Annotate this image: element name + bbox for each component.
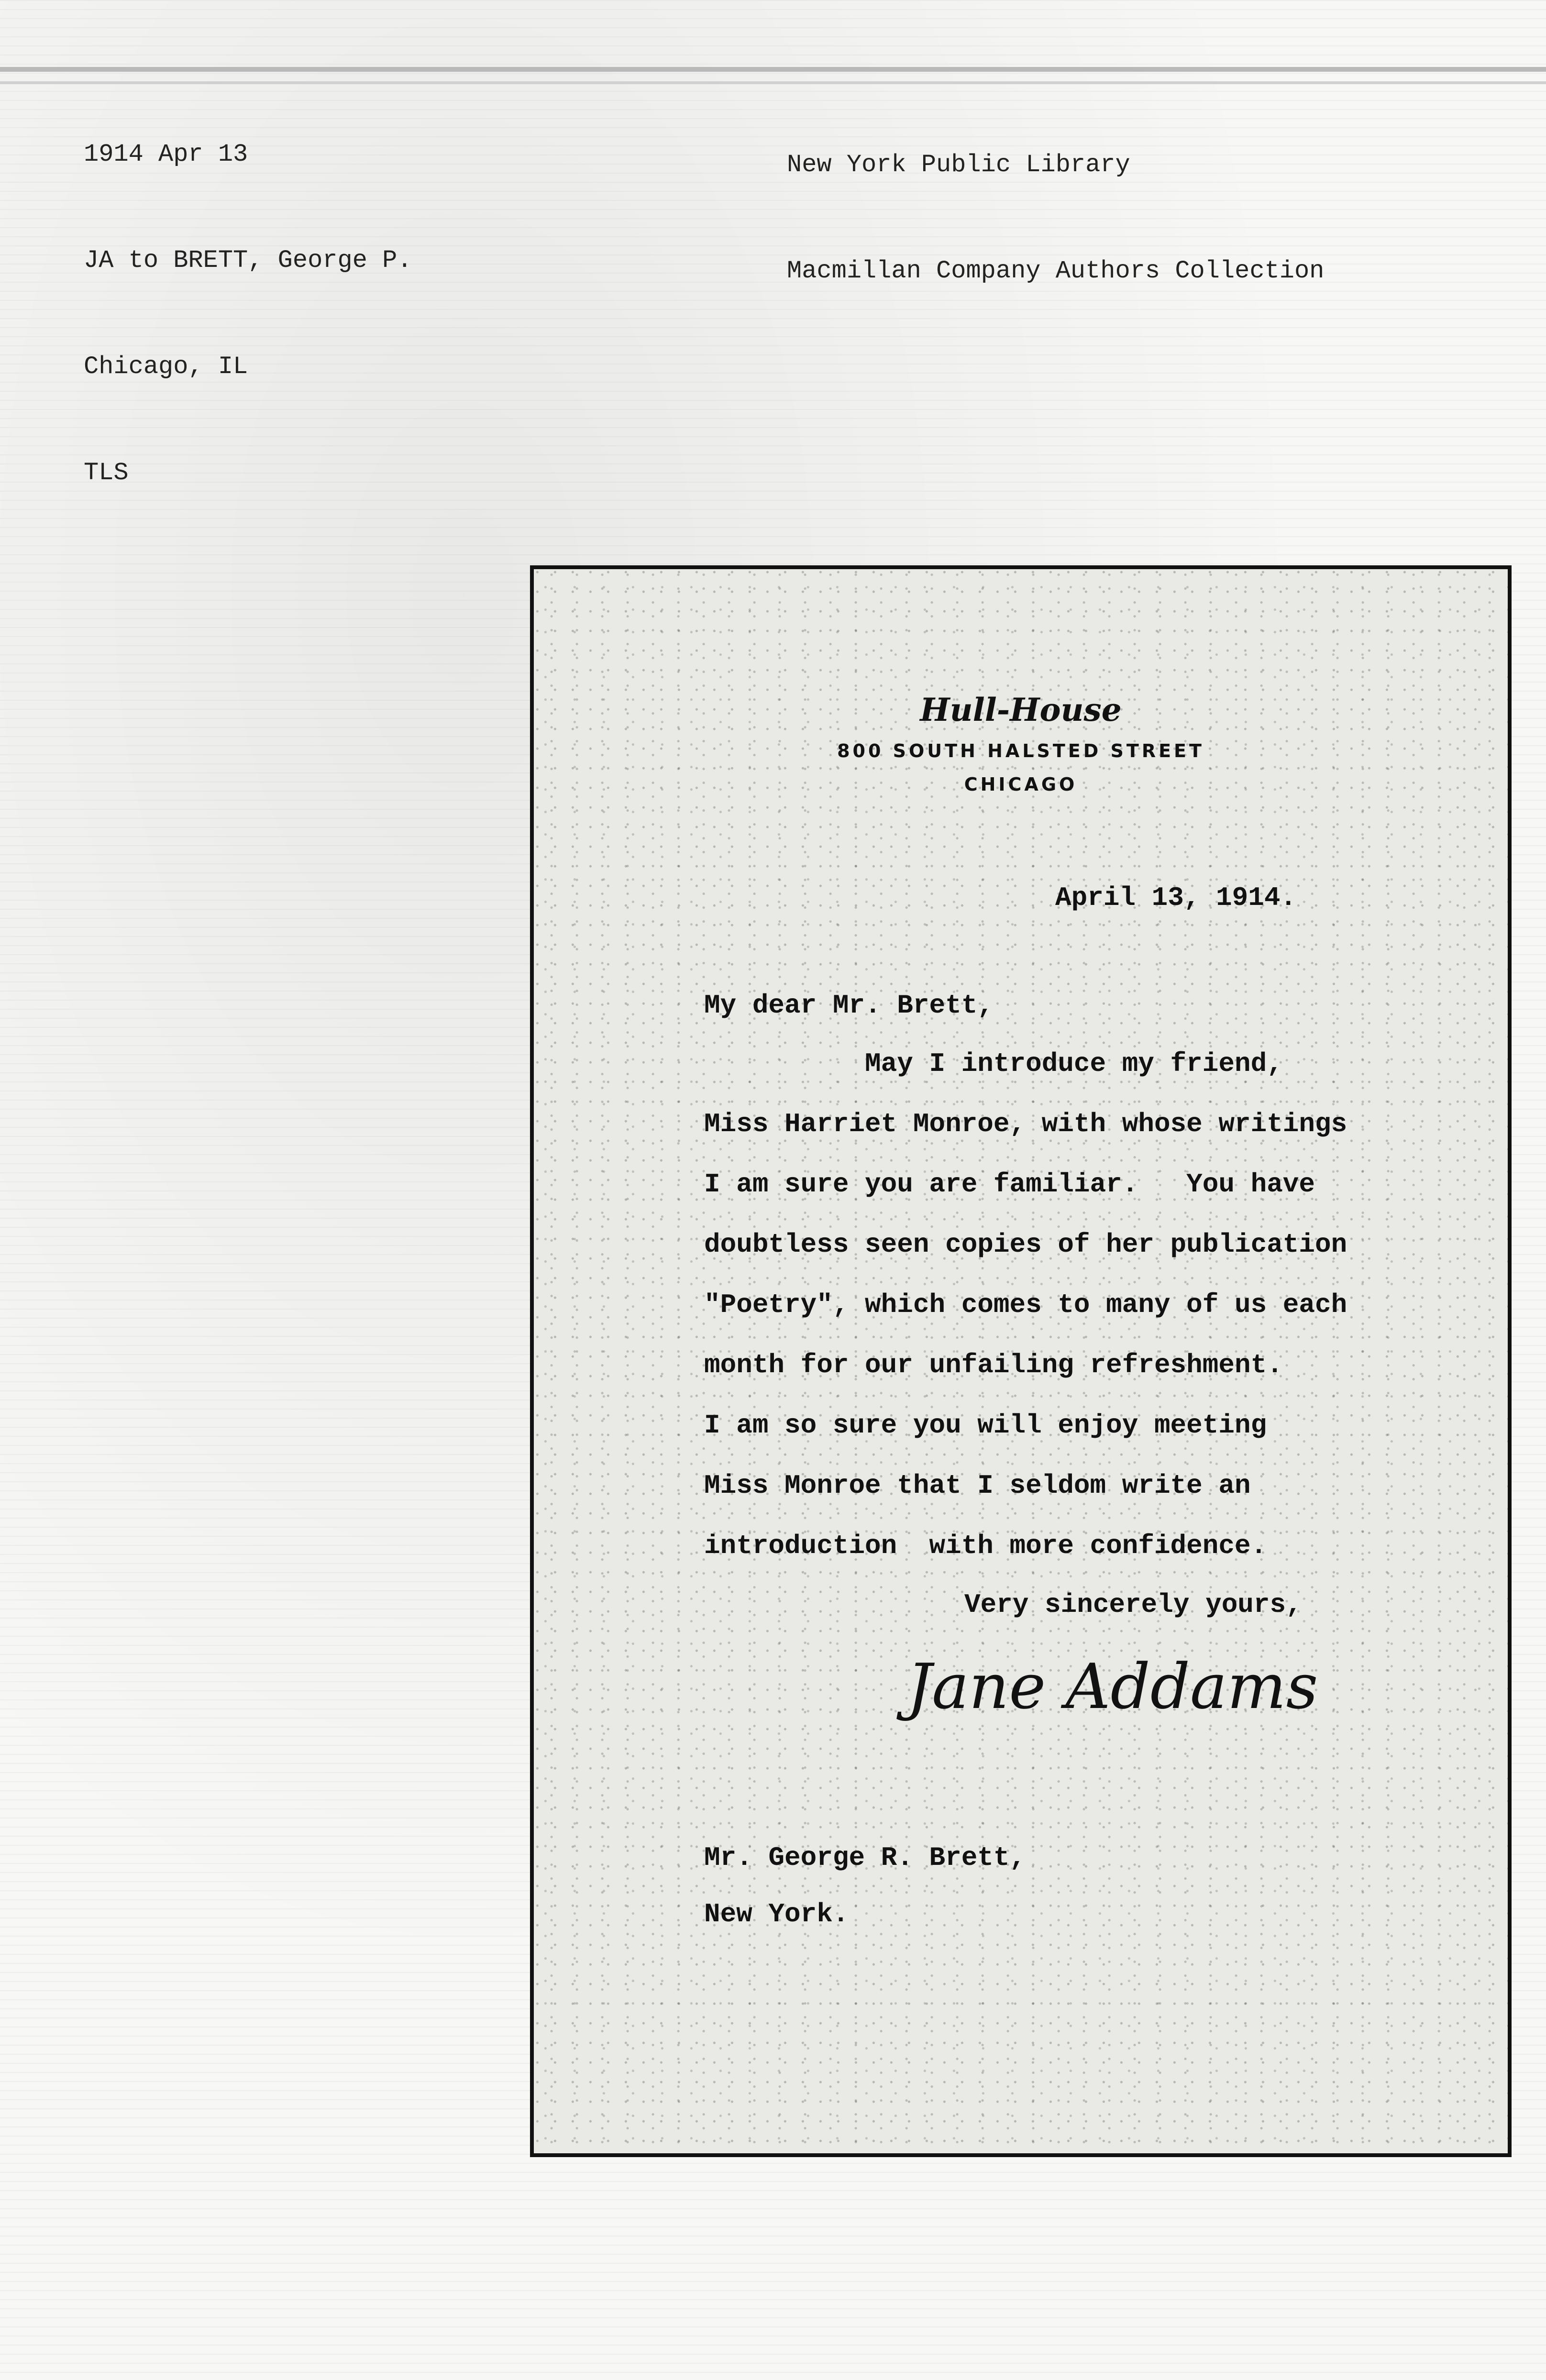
letter-body-line: "Poetry", which comes to many of us each [704, 1289, 1347, 1320]
letterhead-name: Hull-House [920, 691, 1122, 728]
letter-body-line: Miss Monroe that I seldom write an [704, 1470, 1251, 1501]
handwritten-signature: Jane Addams [907, 1650, 1318, 1723]
letter-date: April 13, 1914. [1055, 882, 1297, 913]
letter-page [530, 565, 1512, 2157]
letterhead-city: CHICAGO [964, 774, 1078, 795]
archive-header-left [84, 66, 412, 526]
archive-repository: New York Public Library [787, 151, 1130, 179]
recipient-city: New York. [704, 1899, 849, 1929]
archive-header-right [787, 77, 1324, 324]
letter-body-line: Miss Harriet Monroe, with whose writings [704, 1109, 1347, 1139]
letter-body-line: I am sure you are familiar. You have [704, 1169, 1315, 1200]
letter-body-line: I am so sure you will enjoy meeting [704, 1410, 1267, 1441]
letterhead-address: 800 SOUTH HALSTED STREET [837, 740, 1204, 761]
letter-body-line: month for our unfailing refreshment. [704, 1350, 1283, 1380]
letter-body-line: May I introduce my friend, [704, 1048, 1283, 1079]
archive-collection: Macmillan Company Authors Collection [787, 257, 1325, 285]
archive-place: Chicago, IL [84, 353, 248, 381]
letter-body-line: doubtless seen copies of her publication [704, 1229, 1347, 1260]
archive-correspondents: JA to BRETT, George P. [84, 246, 412, 275]
archive-doc-type: TLS [84, 459, 129, 487]
letter-salutation: My dear Mr. Brett, [704, 990, 994, 1021]
archive-date: 1914 Apr 13 [84, 140, 248, 168]
letter-body-line: introduction with more confidence. [704, 1531, 1267, 1561]
letter-closing: Very sincerely yours, [964, 1589, 1302, 1620]
recipient-name: Mr. George R. Brett, [704, 1842, 1026, 1873]
